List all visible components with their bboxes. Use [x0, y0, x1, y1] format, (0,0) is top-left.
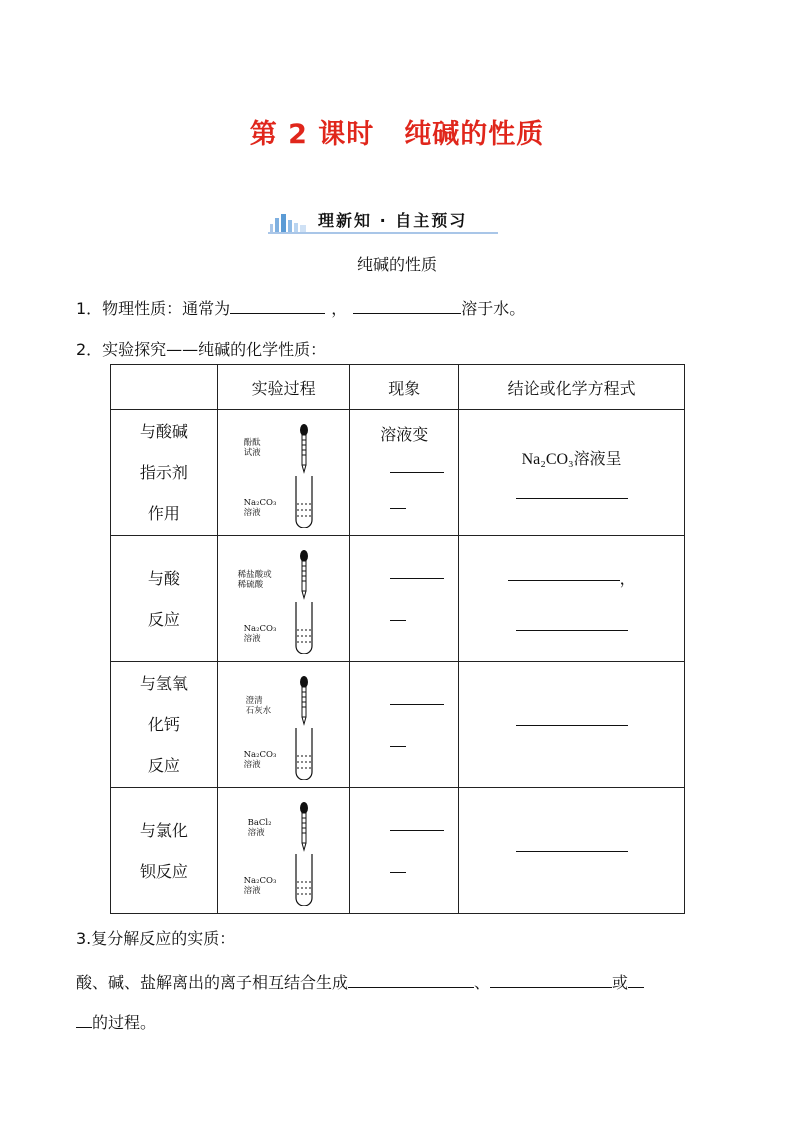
observation-cell [350, 662, 459, 788]
question-3-heading: 3.复分解反应的实质： [76, 929, 236, 948]
observation-cell [350, 410, 459, 536]
conclusion-cell [459, 536, 685, 662]
lesson-topic: 纯碱的性质 [404, 119, 545, 150]
answer-blank[interactable] [516, 724, 628, 726]
answer-blank[interactable] [516, 850, 628, 852]
observation-cell [350, 536, 459, 662]
conclusion-text: ， [619, 569, 636, 588]
question-3-line-2: 的过程。 [76, 1010, 156, 1033]
row-category: 与酸碱 指示剂 作用 [111, 410, 218, 536]
experiment-table [110, 364, 685, 914]
answer-blank[interactable] [516, 629, 628, 631]
experiment-diagram [217, 536, 350, 662]
table-row [111, 662, 685, 788]
experiment-diagram [217, 662, 350, 788]
question-2: 2．实验探究——纯碱的化学性质： [76, 340, 327, 359]
answer-blank[interactable] [390, 577, 444, 579]
reagent-label: 澄清 石灰水 [245, 695, 272, 716]
observation-text: 溶液变 [380, 425, 429, 444]
answer-blank[interactable] [628, 971, 644, 988]
reagent-label: 稀盐酸或 稀硫酸 [237, 569, 272, 590]
answer-blank[interactable] [390, 507, 406, 509]
row-category: 与氢氧 化钙 反应 [111, 662, 218, 788]
table-header-row [111, 365, 685, 410]
section-label: 理新知 · 自主预习 [318, 211, 468, 230]
header-process: 实验过程 [217, 365, 350, 410]
conclusion-cell [459, 662, 685, 788]
question-1: 1．物理性质：通常为 ， 溶于水。 [76, 299, 526, 318]
conclusion-cell [459, 788, 685, 914]
answer-blank[interactable] [390, 745, 406, 747]
observation-cell [350, 788, 459, 914]
answer-blank[interactable] [390, 619, 406, 621]
table-row [111, 536, 685, 662]
question-3-line-1: 酸、碱、盐解离出的离子相互结合生成 、 或 [76, 970, 644, 993]
answer-blank[interactable] [390, 471, 444, 473]
reagent-label: 酚酞 试液 [243, 437, 261, 458]
lesson-number: 第 2 课时 [249, 119, 375, 150]
table-row [111, 788, 685, 914]
conclusion-cell [459, 410, 685, 536]
header-observation: 现象 [350, 365, 459, 410]
answer-blank[interactable] [508, 579, 620, 581]
answer-blank[interactable] [76, 1011, 92, 1028]
page-title [0, 112, 794, 151]
answer-blank[interactable] [348, 971, 474, 988]
answer-blank[interactable] [353, 297, 461, 314]
answer-blank[interactable] [490, 971, 612, 988]
row-category: 与氯化 钡反应 [111, 788, 218, 914]
answer-blank[interactable] [230, 297, 325, 314]
header-conclusion: 结论或化学方程式 [459, 365, 685, 410]
solution-label: Na₂CO₃ 溶液 [243, 497, 277, 518]
solution-label: Na₂CO₃ 溶液 [243, 875, 277, 896]
conclusion-text: Na₂CO₃溶液呈 [521, 451, 622, 468]
subtitle: 纯碱的性质 [356, 255, 437, 274]
header-blank [111, 365, 218, 410]
answer-blank[interactable] [516, 497, 628, 499]
solution-label: Na₂CO₃ 溶液 [243, 623, 277, 644]
section-header [268, 208, 498, 234]
row-category: 与酸 反应 [111, 536, 218, 662]
table-row [111, 410, 685, 536]
answer-blank[interactable] [390, 871, 406, 873]
answer-blank[interactable] [390, 703, 444, 705]
experiment-diagram [217, 788, 350, 914]
solution-label: Na₂CO₃ 溶液 [243, 749, 277, 770]
answer-blank[interactable] [390, 829, 444, 831]
experiment-diagram [217, 410, 350, 536]
reagent-label: BaCl₂ 溶液 [247, 817, 272, 838]
